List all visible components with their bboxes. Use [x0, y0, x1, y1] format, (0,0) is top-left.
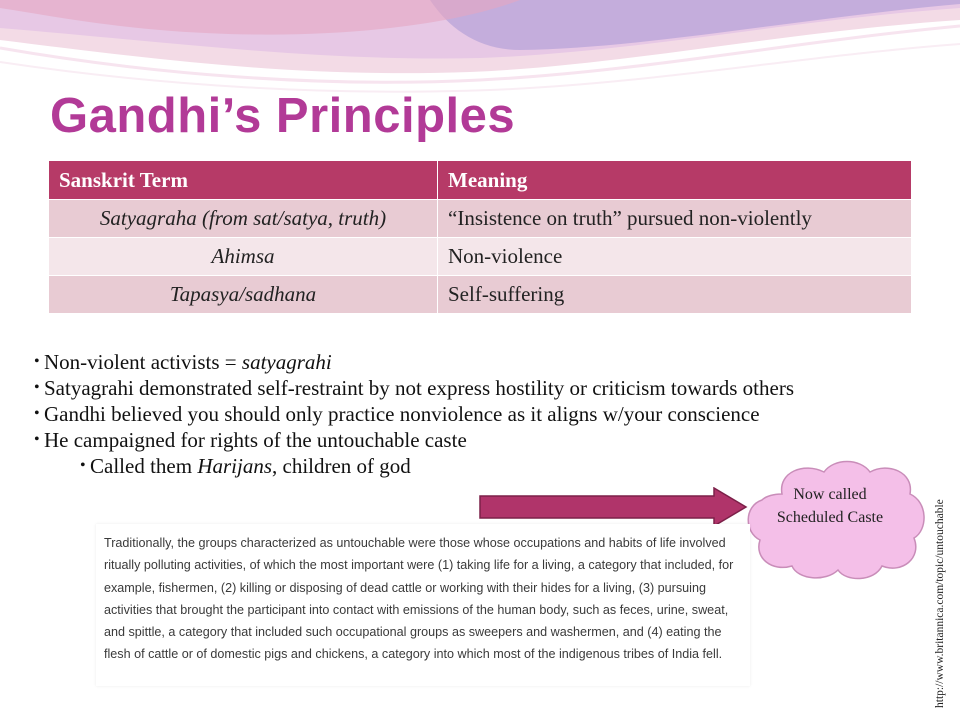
- table-header-row: [49, 161, 912, 200]
- term-cell: Ahimsa: [49, 238, 438, 276]
- header-meaning: Meaning: [438, 161, 912, 200]
- bullet-text: Non-violent activists =: [44, 350, 242, 374]
- bullet-item: [34, 349, 914, 375]
- table-row: [49, 276, 912, 314]
- term-cell: Tapasya/sadhana: [49, 276, 438, 314]
- terms-table: [48, 160, 912, 314]
- bullet-item: • Satyagrahi demonstrated self-restraint by not express hostility or criticism towards others: [34, 375, 914, 401]
- bullet-term: satyagrahi: [241, 350, 332, 374]
- callout-text: Now called Scheduled Caste: [776, 486, 884, 526]
- bullet-item: • He campaigned for rights of the untouchable caste: [34, 427, 914, 453]
- term-cell: Satyagraha (from sat/satya, truth): [49, 200, 438, 238]
- bullet-text: Called them: [90, 454, 198, 478]
- table-row: [49, 200, 912, 238]
- table-row: [49, 238, 912, 276]
- source-url-link[interactable]: http://www.britannica.com/topic/untouchable: [934, 499, 946, 708]
- excerpt-text: Traditionally, the groups characterized as untouchable were those whose occupations and habits of life involved ritually polluting activities, of which the most important were (1) taking life for a living, a category that included, for example, fishermen, (2) killing or disposing of dead cattle or working with their hides for a living, (3) pursuing activities that brought the participant into contact with emissions of the human body, such as feces, urine, sweat, and spittle, a category that included such occupational groups as sweepers and washermen, and (4) eating the flesh of cattle or of domestic pigs and chickens, a category into which most of the indigenous tribes of India fell.: [104, 536, 734, 662]
- header-sanskrit-term: Sanskrit Term: [49, 161, 438, 200]
- meaning-cell: Self-suffering: [438, 276, 912, 314]
- meaning-cell: “Insistence on truth” pursued non-violently: [438, 200, 912, 238]
- bullet-text: , children of god: [272, 454, 411, 478]
- bullet-term: Harijans: [197, 454, 272, 478]
- britannica-excerpt: [96, 524, 750, 686]
- slide-title: Gandhi’s Principles: [50, 89, 516, 143]
- bullet-item: • Gandhi believed you should only practice nonviolence as it aligns w/your conscience: [34, 401, 914, 427]
- right-arrow-icon: [478, 487, 748, 527]
- meaning-cell: Non-violence: [438, 238, 912, 276]
